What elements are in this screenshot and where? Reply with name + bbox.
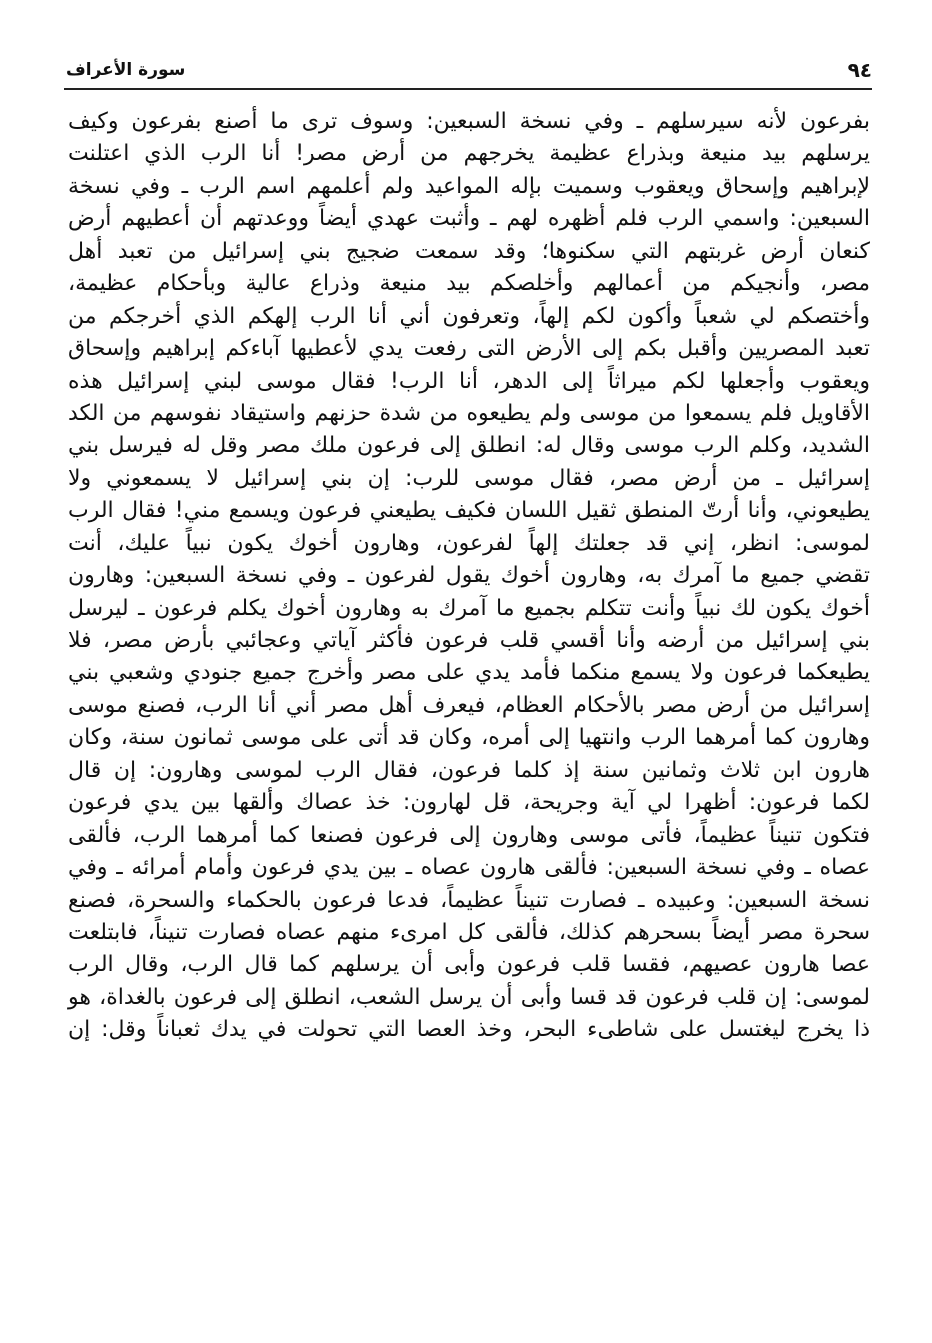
text-line: عصاه ـ وفي نسخة السبعين: فألقى هارون عصاه ـ بين يدي فرعون وأمام أمرائه ـ وفي (68, 855, 870, 881)
text-line: بفرعون لأنه سيرسلهم ـ وفي نسخة السبعين: وسوف ترى ما أصنع بفرعون وكيف (68, 109, 870, 134)
text-line: لموسى: إن قلب فرعون قد قسا وأبى أن يرسل الشعب، انطلق إلى فرعون بالغداة، هو (68, 984, 870, 1010)
text-line: لإبراهيم وإسحاق ويعقوب وسميت بإله المواعيد ولم أعلمهم اسم الرب ـ وفي نسخة (68, 173, 870, 199)
text-line: تقضي جميع ما آمرك به، وهارون أخوك يقول لفرعون ـ وفي نسخة السبعين: وهارون (68, 563, 870, 589)
header-rule (64, 88, 872, 90)
text-line: كنعان أرض غربتهم التي سكنوها؛ وقد سمعت ضجيج بني إسرائيل من تعبد أهل (68, 238, 870, 264)
text-line: إسرائيل من أرض مصر بالأحكام العظام، فيعرف أهل مصر أني أنا الرب، فصنع موسى (68, 692, 870, 718)
text-line: ويعقوب وأجعلها لكم ميراثاً إلى الدهر، أنا الرب! فقال موسى لبني إسرائيل هذه (68, 368, 870, 394)
text-line: وهارون كما أمرهما الرب وانتهيا إلى أمره، وكان قد أتى على موسى ثمانون سنة، وكان (68, 725, 870, 751)
text-line: لكما فرعون: أظهرا لي آية وجريحة، قل لهارون: خذ عصاك وألقها بين يدي فرعون (68, 790, 870, 816)
text-line: إسرائيل ـ من أرض مصر، فقال موسى للرب: إن بني إسرائيل لا يسمعوني ولا (68, 465, 870, 491)
text-line: يطيعكما فرعون ولا يسمع منكما فأمد يدي على مصر وأخرج جميع جنودي وشعبي بني (68, 660, 870, 686)
page-header (66, 56, 872, 86)
text-line: ذا يخرج ليغتسل على شاطىء البحر، وخذ العصا التي تحولت في يدك ثعباناً وقل: إن (68, 1017, 870, 1043)
text-line: هارون ابن ثلاث وثمانين سنة إذ كلما فرعون، فقال الرب لموسى وهارون: إن قال (68, 757, 870, 783)
text-line: الأقاويل فلم يسمعوا من موسى ولم يطيعوه من شدة حزنهم واستيقاد نفوسهم من الكد (68, 400, 870, 426)
text-line: يطيعوني، وأنا أرتّ المنطق ثقيل اللسان فكيف يطيعني فرعون ويسمع مني! فقال الرب (68, 498, 870, 524)
text-line: السبعين: واسمي الرب فلم أظهره لهم ـ وأثبت عهدي أيضاً ووعدتهم أن أعطيهم أرض (68, 206, 870, 232)
text-line: نسخة السبعين: وعبيده ـ فصارت تنيناً عظيماً، فدعا فرعون بالحكماء والسحرة، فصنع (68, 887, 870, 913)
text-line: بني إسرائيل من أرضه وأنا أقسي قلب فرعون فأكثر آياتي وعجائبي بأرض مصر، فلا (68, 628, 870, 653)
text-line: الشديد، وكلم الرب موسى وقال له: انطلق إلى فرعون ملك مصر وقل له فيرسل بني (68, 433, 870, 459)
text-line: لموسى: انظر، إني قد جعلتك إلهاً لفرعون، وهارون أخوك يكون نبياً عليك، أنت (68, 530, 870, 556)
text-line: يرسلهم بيد منيعة وبذراع عظيمة يخرجهم من أرض مصر! أنا الرب الذي اعتلنت (68, 141, 870, 167)
text-line: وأختصكم لي شعباً وأكون لكم إلهاً، وتعرفون أني أنا الرب إلهكم الذي أخرجكم من (68, 303, 870, 329)
text-line: تعبد المصريين وأقبل بكم إلى الأرض التى رفعت يدي لأعطيها آباءكم إبراهيم وإسحاق (68, 336, 870, 362)
text-line: أخوك يكون لك نبياً وأنت تتكلم بجميع ما آمرك به وهارون أخوك يكلم فرعون ـ ليرسل (68, 595, 870, 621)
text-line: فتكون تنيناً عظيماً، فأتى موسى وهارون إلى فرعون فصنعا كما أمرهما الرب، فألقى (68, 822, 870, 848)
text-line: سحرة مصر أيضاً بسحرهم كذلك، فألقى كل امرىء منهم عصاه فصارت تنيناً، فابتلعت (68, 919, 870, 945)
page-body-text (68, 106, 870, 1047)
text-line: عصا هارون عصيهم، فقسا قلب فرعون وأبى أن يرسلهم كما قال الرب، وقال الرب (68, 952, 870, 978)
surah-title: سورة الأعراف (66, 60, 186, 80)
text-line: مصر، وأنجيكم من أعمالهم وأخلصكم بيد منيعة وذراع عالية وبأحكام عظيمة، (68, 271, 870, 297)
page-number: ٩٤ (847, 58, 872, 82)
